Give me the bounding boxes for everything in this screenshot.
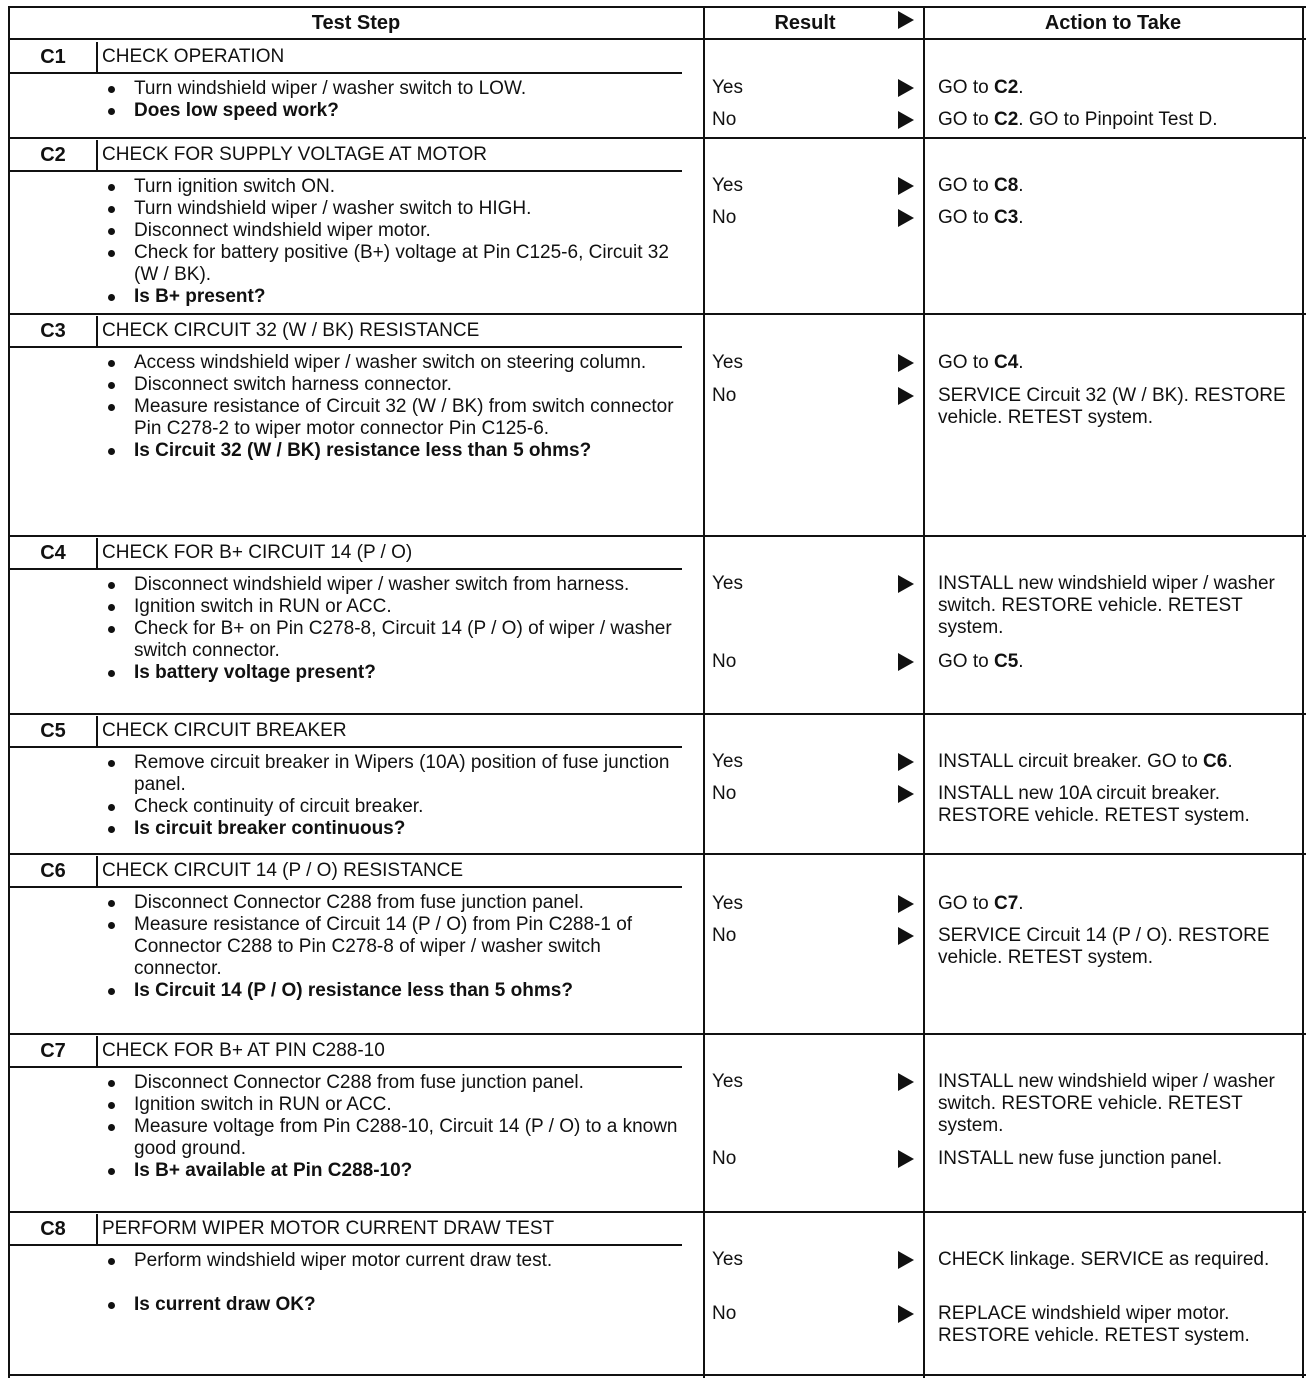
arrow-right-icon <box>898 653 914 671</box>
action-to-take: INSTALL new windshield wiper / washer switch. RESTORE vehicle. RETEST system. <box>938 1071 1275 1136</box>
test-step-c2 <box>10 140 704 313</box>
step-instruction <box>96 1072 686 1094</box>
bullet-icon <box>108 1258 115 1265</box>
bullet-icon <box>108 360 115 367</box>
instruction-text: Disconnect windshield wiper / washer switch from harness. <box>134 574 630 595</box>
test-step-c7 <box>10 1036 704 1211</box>
row-divider <box>10 1033 1306 1035</box>
instruction-text: Perform windshield wiper motor current draw test. <box>134 1250 553 1271</box>
action-to-take: GO to C5. <box>938 651 1024 672</box>
arrow-right-icon <box>898 79 914 97</box>
step-instruction <box>96 892 686 914</box>
header-rule <box>10 38 1306 40</box>
step-id-underline <box>10 346 96 348</box>
arrow-right-icon <box>898 387 914 405</box>
action-to-take: INSTALL new 10A circuit breaker. RESTORE vehicle. RETEST system. <box>938 783 1250 826</box>
result-no: No <box>712 783 737 804</box>
step-id-underline <box>10 170 96 172</box>
bullet-icon <box>108 582 115 589</box>
result-no: No <box>712 207 737 228</box>
bullet-icon <box>108 108 115 115</box>
bullet-icon <box>108 1102 115 1109</box>
result-yes: Yes <box>712 352 743 373</box>
instruction-text: Turn windshield wiper / washer switch to HIGH. <box>134 198 532 219</box>
step-title: PERFORM WIPER MOTOR CURRENT DRAW TEST <box>96 1214 682 1246</box>
arrow-right-icon <box>898 177 914 195</box>
test-step-c1 <box>10 42 704 137</box>
step-id-underline <box>10 1244 96 1246</box>
arrow-right-icon <box>898 785 914 803</box>
action-to-take: GO to C2. <box>938 77 1024 98</box>
step-instructions <box>96 892 686 1002</box>
arrow-right-icon <box>898 927 914 945</box>
bullet-icon <box>108 448 115 455</box>
step-id: C2 <box>40 144 66 166</box>
header-test-step: Test Step <box>311 12 401 34</box>
bullet-icon <box>108 826 115 833</box>
bullet-icon <box>108 670 115 677</box>
bullet-icon <box>108 404 115 411</box>
action-to-take: GO to C8. <box>938 175 1024 196</box>
bullet-icon <box>108 382 115 389</box>
bullet-icon <box>108 1302 115 1309</box>
step-question <box>96 980 686 1002</box>
instruction-text: Turn windshield wiper / washer switch to LOW. <box>134 78 527 99</box>
row-divider <box>10 713 1306 715</box>
instruction-text: Does low speed work? <box>134 100 339 121</box>
action-to-take: CHECK linkage. SERVICE as required. <box>938 1249 1270 1270</box>
step-question <box>96 818 686 840</box>
arrow-right-icon <box>898 753 914 771</box>
step-question <box>96 100 686 122</box>
instruction-text: Is battery voltage present? <box>134 662 376 683</box>
step-instruction <box>96 596 686 618</box>
arrow-right-icon <box>898 575 914 593</box>
step-title: CHECK CIRCUIT BREAKER <box>96 716 682 748</box>
test-step-c6 <box>10 856 704 1033</box>
arrow-right-icon <box>898 895 914 913</box>
instruction-text: Is Circuit 14 (P / O) resistance less than 5 ohms? <box>134 980 573 1001</box>
step-instruction <box>96 796 686 818</box>
instruction-text: Disconnect windshield wiper motor. <box>134 220 431 241</box>
step-question <box>96 440 686 462</box>
header-result: Result <box>774 12 836 34</box>
step-instruction <box>96 352 686 374</box>
result-no: No <box>712 925 737 946</box>
instruction-text: Check for battery positive (B+) voltage at Pin C125-6, Circuit 32 (W / BK). <box>134 242 669 285</box>
row-divider <box>10 1211 1306 1213</box>
action-to-take: REPLACE windshield wiper motor. RESTORE vehicle. RETEST system. <box>938 1303 1250 1346</box>
step-instructions <box>96 1250 686 1316</box>
header-action: Action to Take <box>1044 12 1182 34</box>
bullet-icon <box>108 1080 115 1087</box>
result-yes: Yes <box>712 751 743 772</box>
step-id: C1 <box>40 46 66 68</box>
step-title: CHECK FOR SUPPLY VOLTAGE AT MOTOR <box>96 140 682 172</box>
step-title: CHECK CIRCUIT 14 (P / O) RESISTANCE <box>96 856 682 888</box>
result-no: No <box>712 651 737 672</box>
instruction-text: Measure resistance of Circuit 32 (W / BK) from switch connector Pin C278-2 to wiper motor connector Pin C125-6. <box>134 396 674 439</box>
bullet-icon <box>108 760 115 767</box>
arrow-right-icon <box>898 1251 914 1269</box>
bullet-icon <box>108 626 115 633</box>
result-no: No <box>712 109 737 130</box>
step-id: C8 <box>40 1218 66 1240</box>
step-instructions <box>96 176 686 308</box>
bullet-icon <box>108 804 115 811</box>
arrow-right-icon <box>898 111 914 129</box>
step-id: C3 <box>40 320 66 342</box>
step-instructions <box>96 352 686 462</box>
bullet-icon <box>108 1124 115 1131</box>
bullet-icon <box>108 900 115 907</box>
result-yes: Yes <box>712 1249 743 1270</box>
instruction-text: Is B+ available at Pin C288-10? <box>134 1160 413 1181</box>
step-question <box>96 1294 686 1316</box>
step-id: C6 <box>40 860 66 882</box>
bullet-icon <box>108 250 115 257</box>
arrow-right-icon <box>898 354 914 372</box>
step-instructions <box>96 78 686 122</box>
result-yes: Yes <box>712 77 743 98</box>
instruction-text: Measure voltage from Pin C288-10, Circuit 14 (P / O) to a known good ground. <box>134 1116 678 1159</box>
row-divider <box>10 535 1306 537</box>
test-step-c8 <box>10 1214 704 1372</box>
step-title: CHECK FOR B+ AT PIN C288-10 <box>96 1036 682 1068</box>
step-instruction <box>96 752 686 796</box>
action-to-take: GO to C4. <box>938 352 1024 373</box>
arrow-right-icon <box>898 1305 914 1323</box>
result-yes: Yes <box>712 573 743 594</box>
step-title: CHECK OPERATION <box>96 42 682 74</box>
step-instruction <box>96 374 686 396</box>
step-question <box>96 286 686 308</box>
arrow-right-icon <box>898 1073 914 1091</box>
step-id: C4 <box>40 542 66 564</box>
result-yes: Yes <box>712 175 743 196</box>
result-no: No <box>712 1303 737 1324</box>
step-question <box>96 662 686 684</box>
bullet-icon <box>108 184 115 191</box>
result-yes: Yes <box>712 1071 743 1092</box>
result-no: No <box>712 385 737 406</box>
bullet-icon <box>108 206 115 213</box>
column-divider-action <box>923 6 925 1378</box>
bullet-icon <box>108 228 115 235</box>
bullet-icon <box>108 294 115 301</box>
header-arrow-icon <box>898 11 914 29</box>
step-instruction <box>96 914 686 980</box>
step-id-underline <box>10 886 96 888</box>
action-to-take: GO to C3. <box>938 207 1024 228</box>
instruction-text: Check continuity of circuit breaker. <box>134 796 424 817</box>
step-title: CHECK FOR B+ CIRCUIT 14 (P / O) <box>96 538 682 570</box>
step-instruction <box>96 396 686 440</box>
instruction-text: Ignition switch in RUN or ACC. <box>134 1094 392 1115</box>
step-instructions <box>96 1072 686 1182</box>
test-step-c5 <box>10 716 704 853</box>
result-no: No <box>712 1148 737 1169</box>
row-divider <box>10 853 1306 855</box>
step-instruction <box>96 1116 686 1160</box>
instruction-text: Disconnect Connector C288 from fuse junction panel. <box>134 892 584 913</box>
instruction-text: Is B+ present? <box>134 286 266 307</box>
step-instruction <box>96 198 686 220</box>
action-to-take: INSTALL new fuse junction panel. <box>938 1148 1223 1169</box>
instruction-text: Check for B+ on Pin C278-8, Circuit 14 (P / O) of wiper / washer switch connector. <box>134 618 672 661</box>
step-title: CHECK CIRCUIT 32 (W / BK) RESISTANCE <box>96 316 682 348</box>
step-id-underline <box>10 746 96 748</box>
step-instruction <box>96 618 686 662</box>
instruction-text: Access windshield wiper / washer switch on steering column. <box>134 352 647 373</box>
arrow-right-icon <box>898 209 914 227</box>
step-instruction <box>96 1094 686 1116</box>
step-id: C7 <box>40 1040 66 1062</box>
action-to-take: GO to C2. GO to Pinpoint Test D. <box>938 109 1218 130</box>
result-yes: Yes <box>712 893 743 914</box>
bullet-icon <box>108 922 115 929</box>
step-instructions <box>96 574 686 684</box>
step-question <box>96 1160 686 1182</box>
arrow-right-icon <box>898 1150 914 1168</box>
bullet-icon <box>108 86 115 93</box>
action-to-take: SERVICE Circuit 14 (P / O). RESTORE vehicle. RETEST system. <box>938 925 1270 968</box>
instruction-text: Is circuit breaker continuous? <box>134 818 406 839</box>
step-instruction <box>96 242 686 286</box>
instruction-text: Is current draw OK? <box>134 1294 316 1315</box>
instruction-text: Disconnect switch harness connector. <box>134 374 452 395</box>
step-instruction <box>96 574 686 596</box>
instruction-text: Ignition switch in RUN or ACC. <box>134 596 392 617</box>
bullet-icon <box>108 988 115 995</box>
test-step-c3 <box>10 316 704 535</box>
instruction-text: Turn ignition switch ON. <box>134 176 335 197</box>
step-instruction <box>96 176 686 198</box>
instruction-text: Is Circuit 32 (W / BK) resistance less than 5 ohms? <box>134 440 592 461</box>
step-instruction <box>96 78 686 100</box>
action-to-take: INSTALL new windshield wiper / washer switch. RESTORE vehicle. RETEST system. <box>938 573 1275 638</box>
table-bottom-border <box>10 1374 1306 1376</box>
test-step-c4 <box>10 538 704 713</box>
instruction-text: Disconnect Connector C288 from fuse junction panel. <box>134 1072 584 1093</box>
step-id-underline <box>10 72 96 74</box>
instruction-text: Remove circuit breaker in Wipers (10A) position of fuse junction panel. <box>134 752 670 795</box>
row-divider <box>10 313 1306 315</box>
step-instructions <box>96 752 686 840</box>
step-instruction <box>96 220 686 242</box>
bullet-icon <box>108 604 115 611</box>
instruction-text: Measure resistance of Circuit 14 (P / O) from Pin C288-1 of Connector C288 to Pin C278-8 of wiper / washer switch connector. <box>134 914 633 979</box>
step-id-underline <box>10 568 96 570</box>
action-to-take: SERVICE Circuit 32 (W / BK). RESTORE vehicle. RETEST system. <box>938 385 1286 428</box>
step-id-underline <box>10 1066 96 1068</box>
step-id: C5 <box>40 720 66 742</box>
row-divider <box>10 137 1306 139</box>
step-instruction <box>96 1250 686 1272</box>
action-to-take: GO to C7. <box>938 893 1024 914</box>
bullet-icon <box>108 1168 115 1175</box>
action-to-take: INSTALL circuit breaker. GO to C6. <box>938 751 1233 772</box>
